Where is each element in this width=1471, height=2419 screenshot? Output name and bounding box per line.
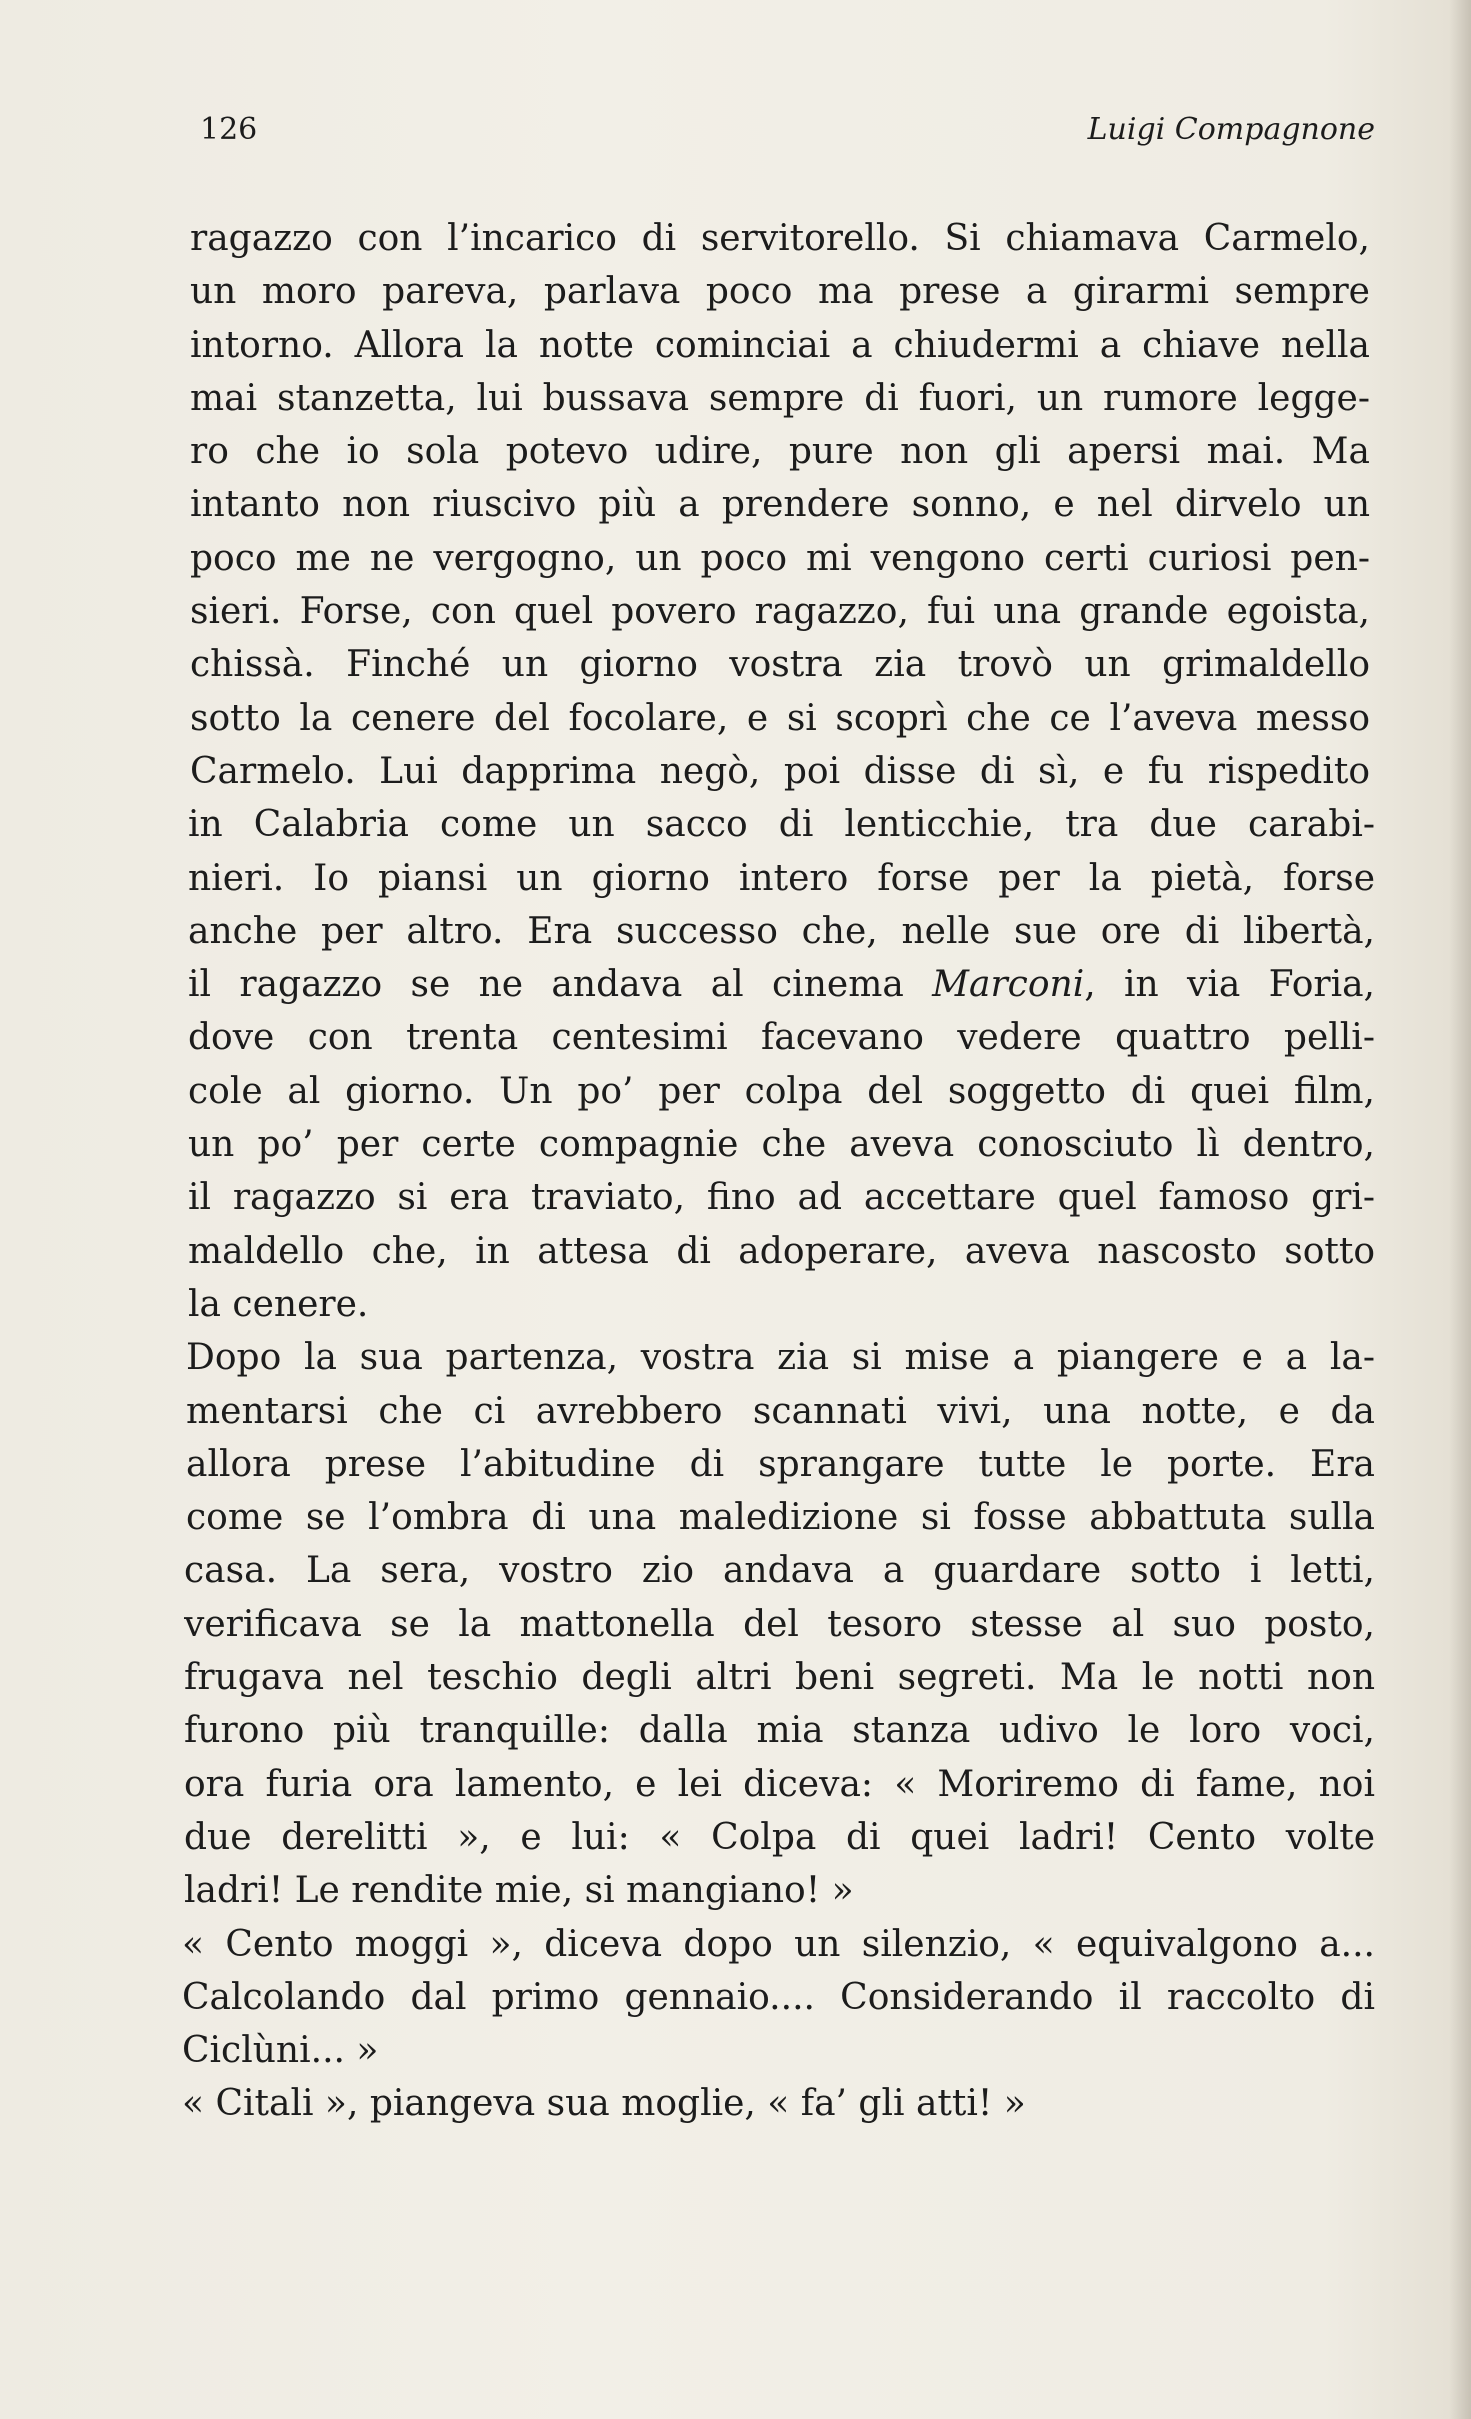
text-line: il ragazzo si era traviato, fino ad accettare quel famoso gri- [188, 1177, 1375, 1219]
text-line: un moro pareva, parlava poco ma prese a girarmi sempre [190, 271, 1370, 313]
text-line: poco me ne vergogno, un poco mi vengono certi curiosi pen- [190, 537, 1370, 579]
text-line: sieri. Forse, con quel povero ragazzo, fui una grande egoista, [190, 591, 1370, 633]
text-line-marconi [188, 958, 1375, 1011]
text-line: Carmelo. Lui dapprima negò, poi disse di sì, e fu rispedito [190, 750, 1370, 792]
text-line: Ciclùni... » [182, 2030, 379, 2072]
page-number: 126 [200, 112, 258, 147]
text-line: mai stanzetta, lui bussava sempre di fuori, un rumore legge- [190, 377, 1370, 419]
text-line: cole al giorno. Un po’ per colpa del soggetto di quei film, [188, 1070, 1375, 1112]
text-line: anche per altro. Era successo che, nelle sue ore di libertà, [188, 910, 1375, 952]
text-line: intanto non riuscivo più a prendere sonno, e nel dirvelo un [190, 484, 1370, 526]
text-line: intorno. Allora la notte cominciai a chiudermi a chiave nella [190, 324, 1370, 366]
text-line: furono più tranquille: dalla mia stanza udivo le loro voci, [184, 1710, 1375, 1752]
text-line: verificava se la mattonella del tesoro stesse al suo posto, [184, 1603, 1375, 1645]
text-segment: il ragazzo se ne andava al cinema [188, 964, 904, 1006]
page-header [200, 108, 1375, 152]
spine-shadow [1449, 0, 1471, 2419]
text-segment: , in via Foria, [1084, 964, 1375, 1006]
text-line: nieri. Io piansi un giorno intero forse per la pietà, forse [188, 857, 1375, 899]
text-line: allora prese l’abitudine di sprangare tutte le porte. Era [186, 1443, 1375, 1485]
text-line: mentarsi che ci avrebbero scannati vivi, una notte, e da [186, 1390, 1375, 1432]
text-line: ladri! Le rendite mie, si mangiano! » [184, 1870, 854, 1912]
body-text [182, 212, 1375, 2131]
text-line: in Calabria come un sacco di lenticchie, tra due carabi- [188, 804, 1375, 846]
text-line: ro che io sola potevo udire, pure non gli apersi mai. Ma [190, 431, 1370, 473]
text-line: dove con trenta centesimi facevano vedere quattro pelli- [188, 1017, 1375, 1059]
running-head: Luigi Compagnone [1087, 112, 1375, 147]
text-line: un po’ per certe compagnie che aveva conosciuto lì dentro, [188, 1124, 1375, 1166]
text-line: Calcolando dal primo gennaio.... Considerando il raccolto di [182, 1976, 1375, 2018]
text-line: casa. La sera, vostro zio andava a guardare sotto i letti, [184, 1550, 1375, 1592]
text-line: due derelitti », e lui: « Colpa di quei ladri! Cento volte [184, 1816, 1375, 1858]
text-line: ora furia ora lamento, e lei diceva: « Moriremo di fame, noi [184, 1763, 1375, 1805]
text-line: maldello che, in attesa di adoperare, aveva nascosto sotto [188, 1230, 1375, 1272]
text-line: ragazzo con l’incarico di servitorello. Si chiamava Carmelo, [190, 218, 1370, 259]
text-line: Dopo la sua partenza, vostra zia si mise a piangere e a la- [186, 1337, 1375, 1379]
text-line: « Citali », piangeva sua moglie, « fa’ gli atti! » [182, 2083, 1026, 2125]
text-line: la cenere. [188, 1283, 369, 1325]
text-line: sotto la cenere del focolare, e si scoprì che ce l’aveva messo [190, 697, 1370, 739]
text-line: come se l’ombra di una maledizione si fosse abbattuta sulla [186, 1497, 1375, 1539]
text-line: « Cento moggi », diceva dopo un silenzio, « equivalgono a... [182, 1923, 1375, 1965]
text-line: frugava nel teschio degli altri beni segreti. Ma le notti non [184, 1657, 1375, 1699]
cinema-name: Marconi [932, 964, 1085, 1006]
text-line: chissà. Finché un giorno vostra zia trovò un grimaldello [190, 644, 1370, 686]
